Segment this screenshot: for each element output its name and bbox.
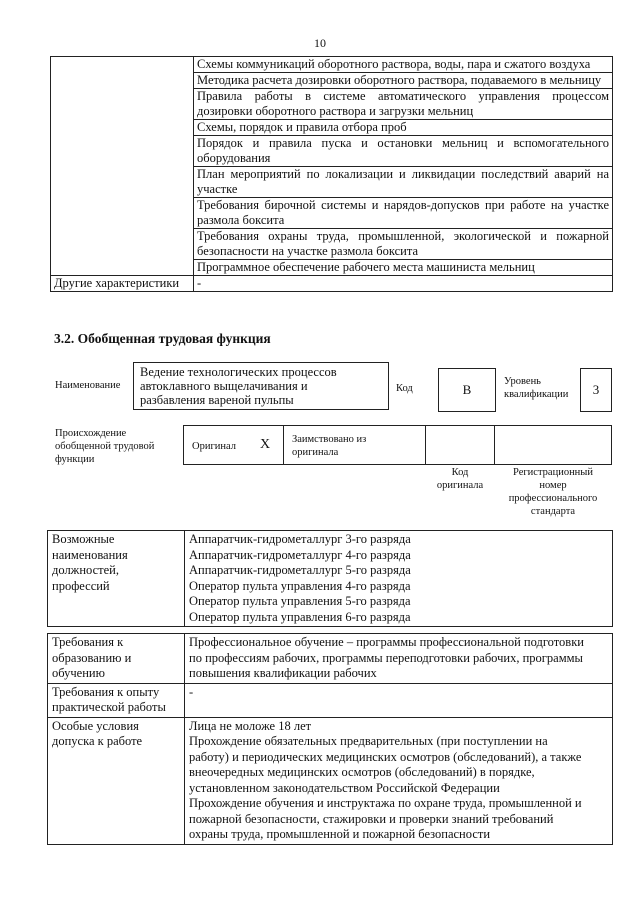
original-code-cell [425, 425, 495, 465]
level-label-line: Уровень [504, 376, 541, 387]
conditions-label-line: допуска к работе [52, 734, 143, 748]
education-label-line: Требования к [52, 635, 124, 649]
empty-cell [51, 57, 194, 276]
function-name-line: Ведение технологических процессов [140, 365, 337, 379]
table-row [48, 531, 613, 627]
experience-label-line: практической работы [52, 700, 166, 714]
borrowed-label-line: оригинала [292, 447, 339, 458]
conditions-line: работу) и периодических медицинских осмотров (обследований), а также [189, 749, 582, 764]
original-cell [183, 425, 284, 465]
conditions-label [48, 717, 185, 844]
conditions-line: установленном законодательством Российской Федерации [189, 780, 500, 795]
origin-label-line: функции [55, 454, 95, 465]
table-row [48, 683, 613, 717]
position-item: Оператор пульта управления 4-го разряда [189, 578, 411, 593]
positions-label-line: профессий [52, 578, 110, 593]
table-row [48, 717, 613, 844]
education-label [48, 634, 185, 684]
original-mark: X [260, 437, 271, 452]
caption-line: номер [539, 480, 567, 491]
conditions-line: Прохождение обязательных предварительных (при поступлении на [189, 734, 548, 748]
conditions-line: Лица не моложе 18 лет [189, 718, 312, 733]
borrowed-label-line: Заимствовано из [292, 434, 367, 445]
positions-list [185, 531, 613, 627]
origin-label [55, 427, 154, 466]
knowledge-table [50, 56, 613, 292]
other-characteristics-label: Другие характеристики [51, 276, 194, 292]
level-label-line: квалификации [504, 389, 569, 400]
caption-line: профессионального [508, 493, 598, 504]
education-line: по профессиям рабочих, программы переподготовки рабочих, программы [189, 650, 583, 665]
reg-number-caption [494, 466, 612, 518]
borrowed-label [292, 433, 366, 459]
experience-value: - [185, 683, 613, 717]
conditions-line: пожарной безопасности, стажировки и проверки знаний требований [189, 811, 554, 826]
position-item: Аппаратчик-гидрометаллург 3-го разряда [189, 532, 411, 546]
function-name-box [133, 362, 389, 410]
knowledge-item: План мероприятий по локализации и ликвидации последствий аварий на участке [194, 167, 613, 198]
level-value: 3 [592, 382, 600, 397]
level-label [504, 375, 568, 401]
education-line: повышения квалификации рабочих [189, 666, 377, 680]
requirements-table [47, 633, 613, 845]
reg-number-cell [494, 425, 612, 465]
conditions-line: внеочередных медицинских осмотров (обследований) в порядке, [189, 765, 535, 779]
table-row [48, 634, 613, 684]
conditions-line: охраны труда, промышленной и пожарной безопасности [189, 827, 491, 841]
section-title: 3.2. Обобщенная трудовая функция [54, 331, 271, 346]
caption-line: Код [451, 467, 469, 478]
conditions-label-line: Особые условия [52, 718, 139, 733]
position-item: Оператор пульта управления 5-го разряда [189, 594, 411, 608]
knowledge-item: Порядок и правила пуска и остановки мельниц и вспомогательного оборудования [194, 136, 613, 167]
position-item: Аппаратчик-гидрометаллург 5-го разряда [189, 563, 411, 577]
conditions-line: Прохождение обучения и инструктажа по охране труда, промышленной и [189, 796, 582, 810]
caption-line: стандарта [530, 506, 576, 517]
function-name-line: разбавления вареной пульпы [140, 393, 294, 407]
knowledge-item: Программное обеспечение рабочего места машиниста мельниц [194, 260, 613, 276]
table-row [51, 276, 613, 292]
knowledge-item: Схемы коммуникаций оборотного раствора, воды, пара и сжатого воздуха [194, 57, 613, 73]
knowledge-item: Правила работы в системе автоматического управления процессом дозировки оборотного раствора и загрузки мельниц [194, 89, 613, 120]
page-number: 10 [314, 36, 326, 50]
education-value [185, 634, 613, 684]
code-value: В [462, 382, 472, 397]
code-value-box [438, 368, 496, 412]
education-line: Профессиональное обучение – программы профессиональной подготовки [189, 635, 584, 649]
knowledge-item: Требования бирочной системы и нарядов-допусков при работе на участке размола боксита [194, 198, 613, 229]
education-label-line: обучению [52, 666, 105, 680]
knowledge-item: Требования охраны труда, промышленной, экологической и пожарной безопасности на участке размола боксита [194, 229, 613, 260]
positions-label-line: наименования [52, 547, 128, 562]
origin-label-line: Происхождение [55, 428, 127, 439]
education-label-line: образованию и [52, 650, 132, 665]
caption-line: Регистрационный [513, 467, 593, 478]
positions-table [47, 530, 613, 627]
experience-label-line: Требования к опыту [52, 684, 160, 699]
knowledge-item: Схемы, порядок и правила отбора проб [194, 120, 613, 136]
positions-label-line: Возможные [52, 532, 115, 546]
table-row [51, 57, 613, 73]
name-label: Наименование [55, 380, 121, 391]
caption-line: оригинала [436, 480, 484, 491]
position-item: Аппаратчик-гидрометаллург 4-го разряда [189, 547, 411, 562]
level-value-box [580, 368, 612, 412]
code-label: Код [396, 383, 413, 394]
knowledge-item: Методика расчета дозировки оборотного раствора, подаваемого в мельницу [194, 73, 613, 89]
origin-label-line: обобщенной трудовой [55, 441, 155, 452]
positions-label-line: должностей, [52, 563, 119, 577]
position-item: Оператор пульта управления 6-го разряда [189, 609, 411, 624]
conditions-value [185, 717, 613, 844]
borrowed-cell [283, 425, 426, 465]
original-code-caption [425, 466, 495, 492]
function-name-line: автоклавного выщелачивания и [140, 379, 308, 393]
other-characteristics-value: - [194, 276, 613, 292]
experience-label [48, 683, 185, 717]
original-label: Оригинал [192, 441, 236, 452]
positions-label [48, 531, 185, 627]
